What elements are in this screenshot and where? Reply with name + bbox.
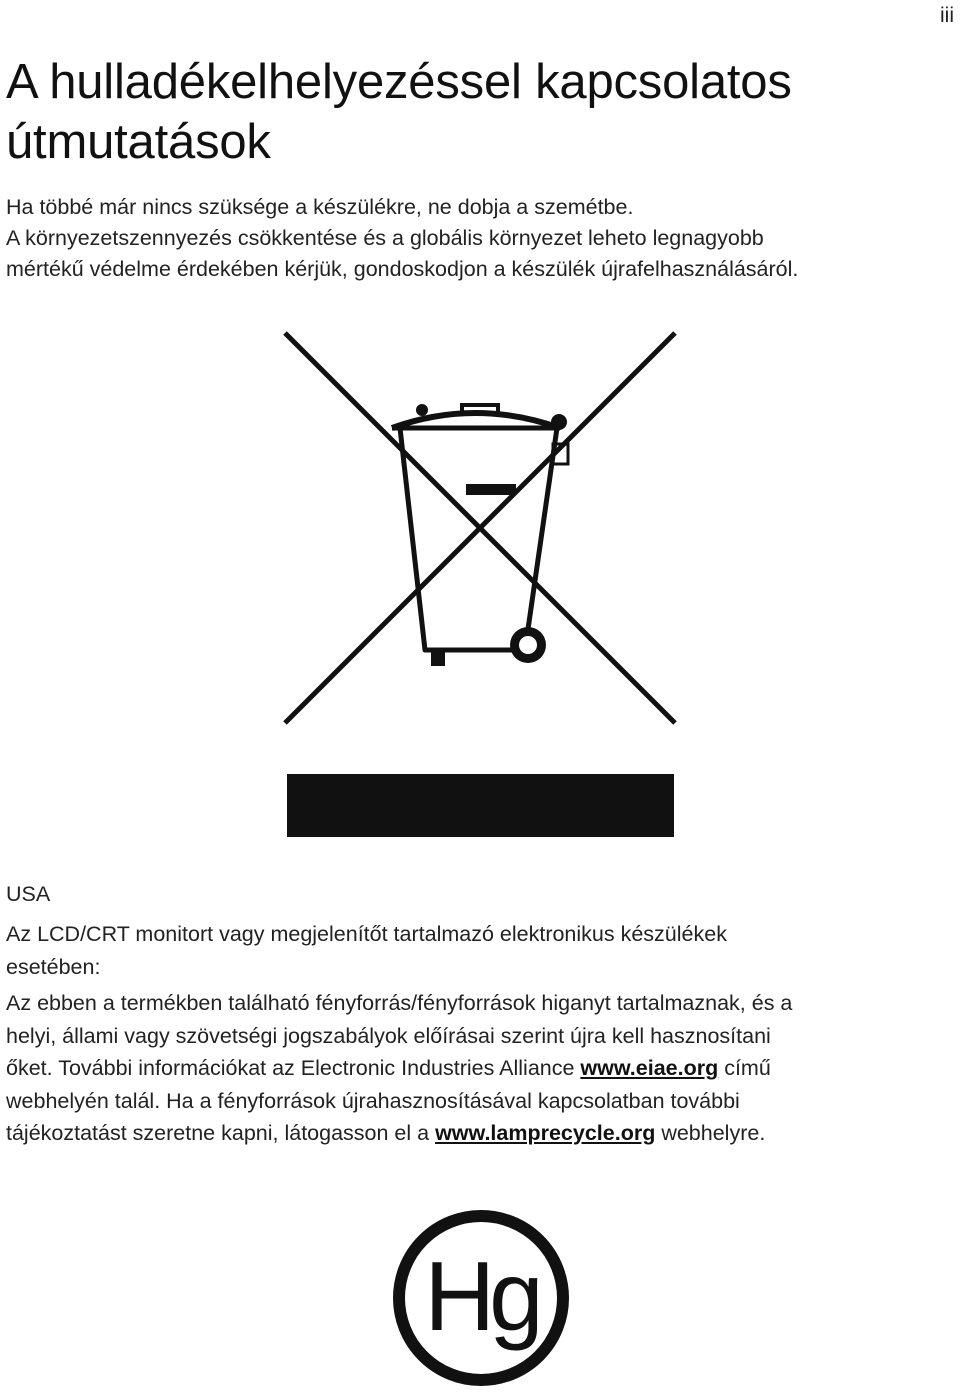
hg-symbol-text: Hg	[424, 1241, 538, 1351]
usa-para2-line-3-tail: című	[718, 1056, 771, 1080]
bin-foot	[431, 650, 445, 666]
lamprecycle-link[interactable]: www.lamprecycle.org	[435, 1121, 656, 1145]
usa-para2-line-5-text: tájékoztatást szeretne kapni, látogasson el a	[6, 1121, 436, 1145]
page-title	[6, 52, 946, 172]
page-number: iii	[940, 4, 954, 27]
usa-para2-line-5-tail: webhelyre.	[655, 1121, 766, 1145]
usa-para2-line-5	[6, 1117, 956, 1150]
usa-heading: USA	[6, 882, 51, 906]
bin-label-bar	[466, 484, 516, 495]
bin-lid-handle	[462, 405, 498, 414]
page-title-line-2: útmutatások	[6, 115, 271, 169]
hg-symbol	[383, 1190, 583, 1390]
intro-line-2: A környezetszennyezés csökkentése és a globális környezet leheto legnagyobb	[6, 226, 764, 250]
intro-line-1: Ha többé már nincs szüksége a készülékre, ne dobja a szemétbe.	[6, 195, 634, 219]
mercury-hg-circle-icon	[383, 1190, 583, 1390]
weee-underbar	[287, 774, 674, 837]
usa-para2-line-3-text: őket. További információkat az Electronic Industries Alliance	[6, 1056, 581, 1080]
usa-paragraph-1	[6, 918, 956, 983]
usa-para2-line-3	[6, 1052, 956, 1085]
usa-para1-line-1: Az LCD/CRT monitort vagy megjelenítőt tartalmazó elektronikus készülékek	[6, 922, 727, 946]
usa-paragraph-2	[6, 987, 956, 1150]
intro-line-3: mértékű védelme érdekében kérjük, gondoskodjon a készülék újrafelhasználásáról.	[6, 257, 799, 281]
eiae-link[interactable]: www.eiae.org	[580, 1056, 719, 1080]
crossed-out-wheelie-bin-icon	[270, 325, 690, 845]
usa-para2-line-4: webhelyén talál. Ha a fényforrások újrahasznosításával kapcsolatban további	[6, 1088, 740, 1113]
weee-symbol	[270, 325, 690, 845]
usa-para1-line-2: esetében:	[6, 954, 101, 979]
page-title-line-1: A hulladékelhelyezéssel kapcsolatos	[6, 55, 792, 109]
usa-para2-line-2: helyi, állami vagy szövetségi jogszabályok előírásai szerint újra kell hasznosítani	[6, 1023, 771, 1048]
intro-paragraph	[6, 192, 956, 285]
usa-para2-line-1: Az ebben a termékben található fényforrás/fényforrások higanyt tartalmaznak, és a	[6, 991, 793, 1015]
bin-body	[400, 428, 557, 650]
